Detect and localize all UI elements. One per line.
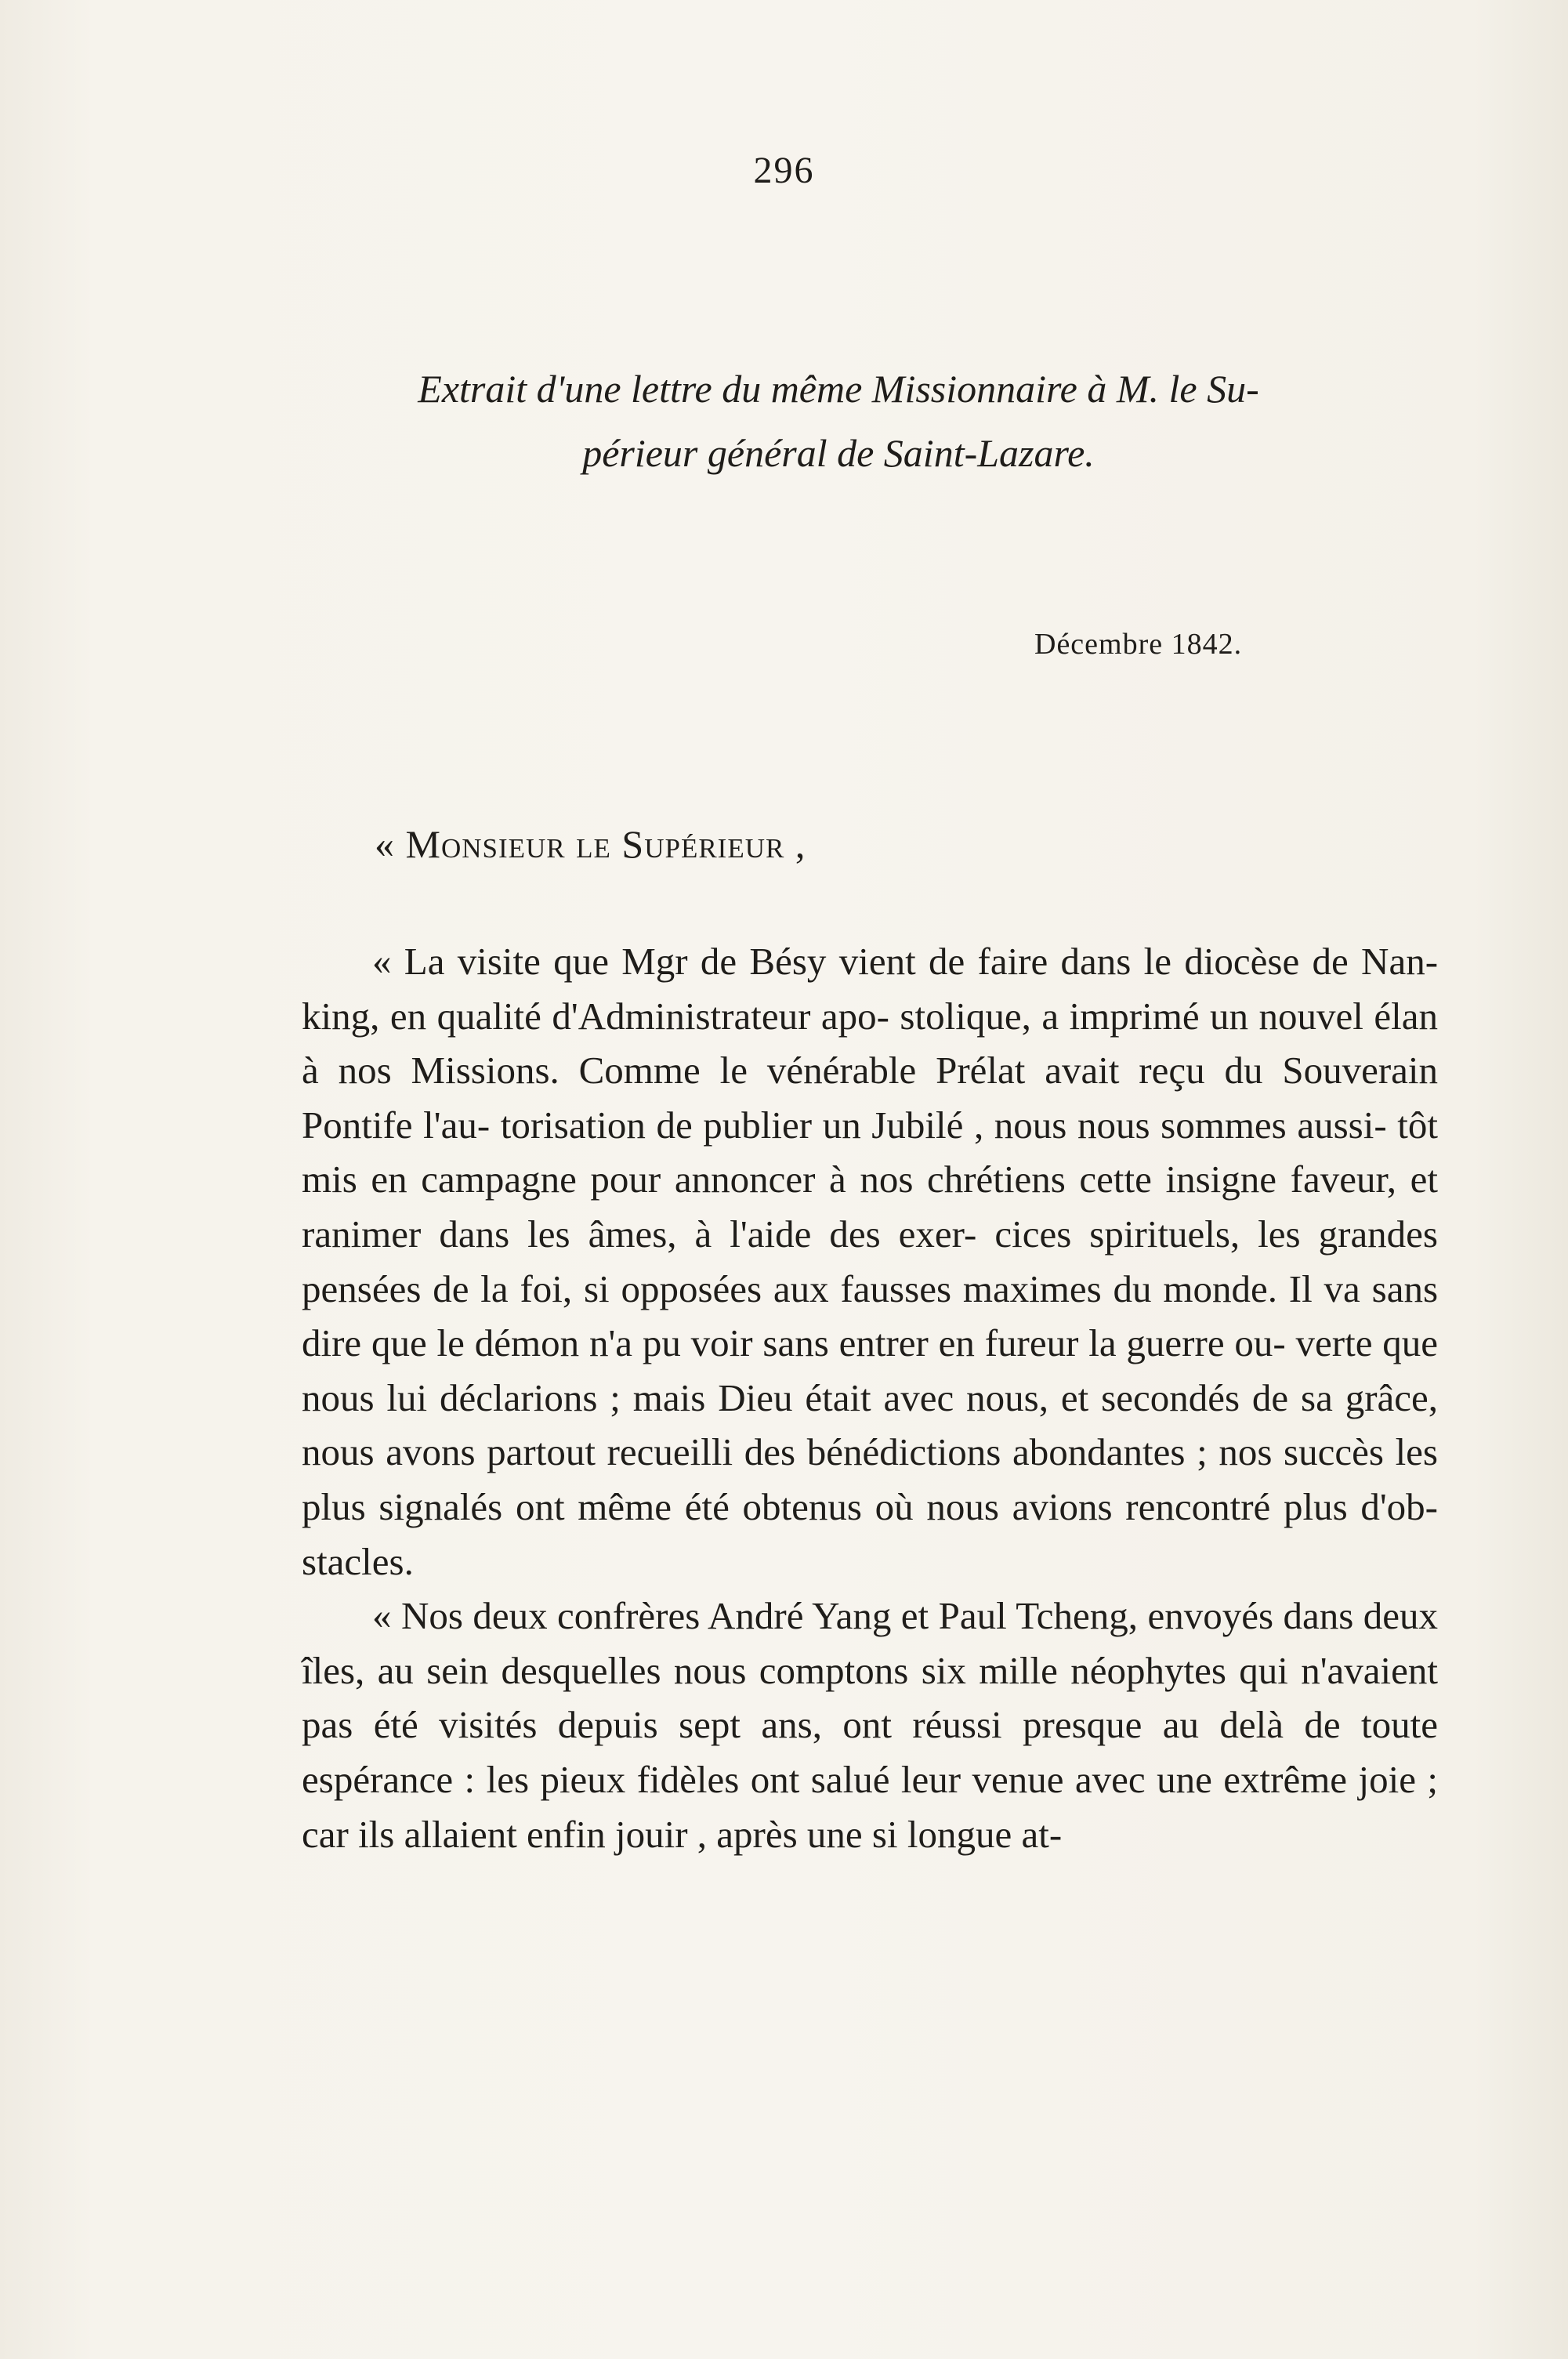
letter-body [302, 934, 1438, 1861]
text-line: démon n'a pu voir sans entrer en fureur la guerre ou- [474, 1321, 1286, 1365]
text-line: tôt mis en campagne pour annoncer à nos chrétiens cette [302, 1103, 1439, 1201]
text-line: bénédictions abondantes ; nos succès les plus signalés ont [302, 1430, 1438, 1528]
text-line: et secondés de sa grâce, nous avons partout recueilli des [302, 1375, 1439, 1474]
text-line: stacles. [302, 1539, 414, 1583]
text-line: stolique, a imprimé un nouvel élan à nos Missions. Comme [302, 994, 1438, 1093]
salutation: « Monsieur le Supérieur , [375, 822, 806, 866]
paragraph-1 [302, 934, 1438, 1589]
text-line: les pieux fidèles ont salué leur venue avec une extrême [486, 1757, 1348, 1801]
text-line: diocèse de Nan-king, en qualité d'Administrateur apo- [302, 940, 1439, 1038]
text-line: aux fausses maximes du monde. Il va sans dire que le [302, 1266, 1439, 1365]
text-line: torisation de publier un Jubilé , nous nous sommes aussi- [500, 1103, 1387, 1147]
text-line: « La visite que Mgr de Bésy vient de faire dans le [372, 940, 1172, 983]
text-line: le vénérable Prélat avait reçu du Souverain Pontife l'au- [302, 1049, 1438, 1147]
text-line: cices spirituels, les grandes pensées de la foi, si opposées [302, 1212, 1439, 1310]
text-line: envoyés dans deux îles, au sein desquelles nous comptons [302, 1594, 1439, 1692]
heading-line-2: périeur général de Saint-Lazare. [582, 431, 1095, 475]
text-line: même été obtenus où nous avions rencontré plus d'ob- [578, 1484, 1438, 1528]
paragraph-2 [302, 1589, 1438, 1861]
text-line: sept ans, ont réussi presque au delà de toute espérance : [302, 1703, 1438, 1801]
heading-line-1: Extrait d'une lettre du même Missionnaire à M. le Su- [418, 367, 1259, 411]
letter-heading [266, 357, 1410, 485]
text-line: « Nos deux confrères André Yang et Paul Tcheng, [372, 1594, 1139, 1638]
text-line: insigne faveur, et ranimer dans les âmes, à l'aide des exer- [302, 1158, 1439, 1256]
text-line: verte que nous lui déclarions ; mais Dieu était avec nous, [302, 1321, 1439, 1419]
text-line: joie ; car ils allaient enfin jouir , après une si longue at- [302, 1757, 1438, 1856]
page-number: 296 [753, 150, 815, 191]
dateline: Décembre 1842. [1034, 628, 1243, 661]
text-line: six mille néophytes qui n'avaient pas été visités depuis [302, 1648, 1439, 1747]
